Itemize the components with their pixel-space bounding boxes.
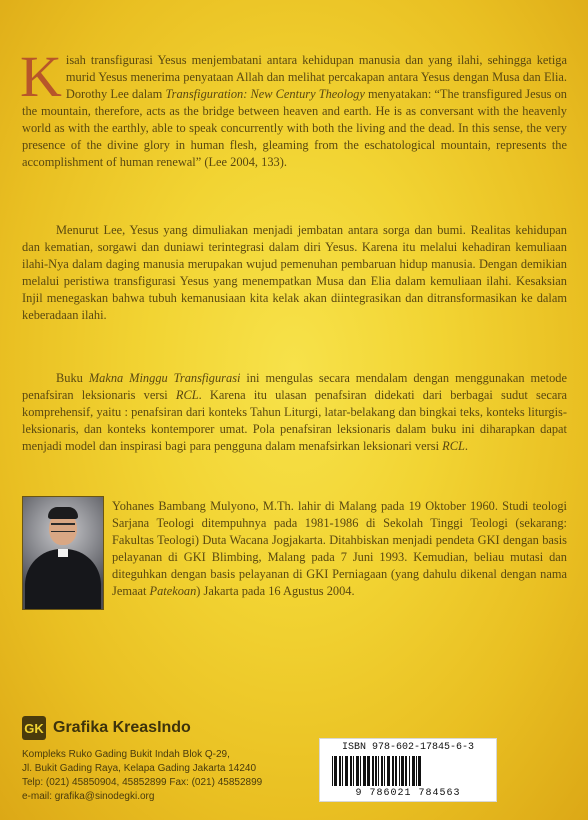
isbn-label: ISBN 978-602-17845-6-3 — [341, 742, 475, 753]
barcode-bar — [342, 756, 343, 786]
barcode-bar — [372, 756, 374, 786]
barcode-bar — [345, 756, 348, 786]
isbn-barcode-box — [319, 738, 497, 802]
address-line: Jl. Bukit Gading Raya, Kelapa Gading Jakarta 14240 — [22, 763, 257, 774]
barcode-bar — [392, 756, 394, 786]
barcode-bar — [350, 756, 352, 786]
publisher-name: Grafika KreasIndo — [53, 719, 191, 736]
barcode-bar — [381, 756, 383, 786]
publisher-logo-icon: GK — [22, 716, 46, 740]
barcode-bar — [395, 756, 397, 786]
barcode-bar — [375, 756, 377, 786]
publisher-block — [22, 716, 322, 804]
barcode-bar — [409, 756, 410, 786]
congregation-name: Patekoan — [149, 584, 197, 598]
barcode-bar — [367, 756, 370, 786]
barcode-bar — [363, 756, 366, 786]
barcode-bar — [412, 756, 415, 786]
barcode-number: 9 786021 784563 — [355, 788, 461, 799]
publisher-address — [22, 748, 322, 804]
p3-text-3: . Karena itu ulasan penafsiran didekati dari berbagai sudut secara komprehensif, yaitu : penafsiran dari konteks Tahun Liturgi, latar-belakang dan bingkai teks, konteks liturgis-leksionaris, dan konteks kontemporer umat. Pola penafsiran leksionaris dalam buku ini diharapkan dapat menjadi model dan inspirasi bagi para pengguna dalam menafsirkan leksionari versi — [22, 388, 567, 453]
barcode-bar — [339, 756, 341, 786]
barcode-bar — [378, 756, 379, 786]
p3-text-1: Buku — [56, 371, 89, 385]
barcode-bar — [401, 756, 404, 786]
p3-text-2: ini mengulas secara mendalam dengan menggunakan metode penafsiran leksionaris versi — [22, 371, 567, 402]
barcode-bar — [353, 756, 354, 786]
rcl-term-1: RCL — [175, 388, 199, 402]
book-title: Makna Minggu Transfigurasi — [88, 371, 241, 385]
barcode-bar — [418, 756, 421, 786]
author-bio — [112, 498, 567, 600]
barcode-bar — [405, 756, 407, 786]
book-reference: Transfiguration: New Century Theology — [165, 87, 365, 101]
barcode-bar — [384, 756, 385, 786]
barcode-bar — [332, 756, 333, 786]
intro-text-1: isah transfigurasi Yesus menjembatani antara kehidupan manusia dan yang ilahi, sehingga ketiga murid Yesus menerima penyataan Allah dan melihat percakapan antara Yesus dengan Musa dan Elia. Dorothy Lee dalam — [65, 53, 567, 101]
barcode-bar — [334, 756, 337, 786]
email-line: e-mail: grafika@sinodegki.org — [22, 791, 155, 802]
second-paragraph: Menurut Lee, Yesus yang dimuliakan menjadi jembatan antara sorga dan bumi. Realitas kehidupan dan kematian, sorgawi dan duniawi terintegrasi dalam diri Yesus. Karena itu melalui kehadiran kemuliaan ilahi-Nya dalam daging manusia merupakan wujud pemenuhan pembaruan hidup manusia. Dengan demikian melalui peristiwa transfigurasi Yesus yang menempatkan Musa dan Elia dalam kemuliaan ilahi. Kesaksian Injil menegaskan bahwa tubuh kemanusiaan kita kelak akan diintegrasikan dan ditransformasikan ke dalam keberadaan ilahi. — [22, 223, 567, 322]
drop-cap: K — [20, 44, 62, 109]
bio-text-2: ) Jakarta pada 16 Agustus 2004. — [196, 584, 355, 598]
barcode-bar — [356, 756, 359, 786]
p3-text-4: . — [464, 439, 468, 453]
barcode-bar — [416, 756, 417, 786]
barcode-bar — [360, 756, 361, 786]
barcode-bar — [399, 756, 400, 786]
intro-text-2: menyatakan: “The transfigured Jesus on the mountain, therefore, acts as the bridge between heaven and earth. He is as conversant with the heavenly world as with the earthly, able to speak concurrently with both the living and the dead. In this sense, the very presence of the divine glory in human flesh, gleaming from the eschatological mountain, represents the accomplishment of human renewal” (Lee 2004, 133). — [22, 87, 567, 169]
address-line: Kompleks Ruko Gading Bukit Indah Blok Q-29, — [22, 749, 230, 760]
intro-paragraph — [20, 44, 567, 171]
contact-line: Telp: (021) 45850904, 45852899 Fax: (021) 45852899 — [22, 777, 263, 788]
barcode-bar — [387, 756, 390, 786]
rcl-term-2: RCL — [442, 439, 465, 453]
barcode-icon — [330, 756, 486, 786]
third-paragraph — [22, 370, 567, 455]
bio-text-1: Yohanes Bambang Mulyono, M.Th. lahir di Malang pada 19 Oktober 1960. Studi teologi Sarjana Teologi ditempuhnya pada 1981-1986 di Sekolah Tinggi Teologi (sekarang: Fakultas Teologi) Duta Wacana Jogjakarta. Ditahbiskan menjadi pendeta GKI dengan basis pelayanan di GKI Blimbing, Malang pada 7 Juni 1993. Kemudian, beliau mutasi dan diteguhkan dengan basis pelayanan di GKI Perniagaan (yang dahulu dikenal dengan nama Jemaat — [112, 499, 567, 598]
author-photo — [22, 496, 104, 610]
